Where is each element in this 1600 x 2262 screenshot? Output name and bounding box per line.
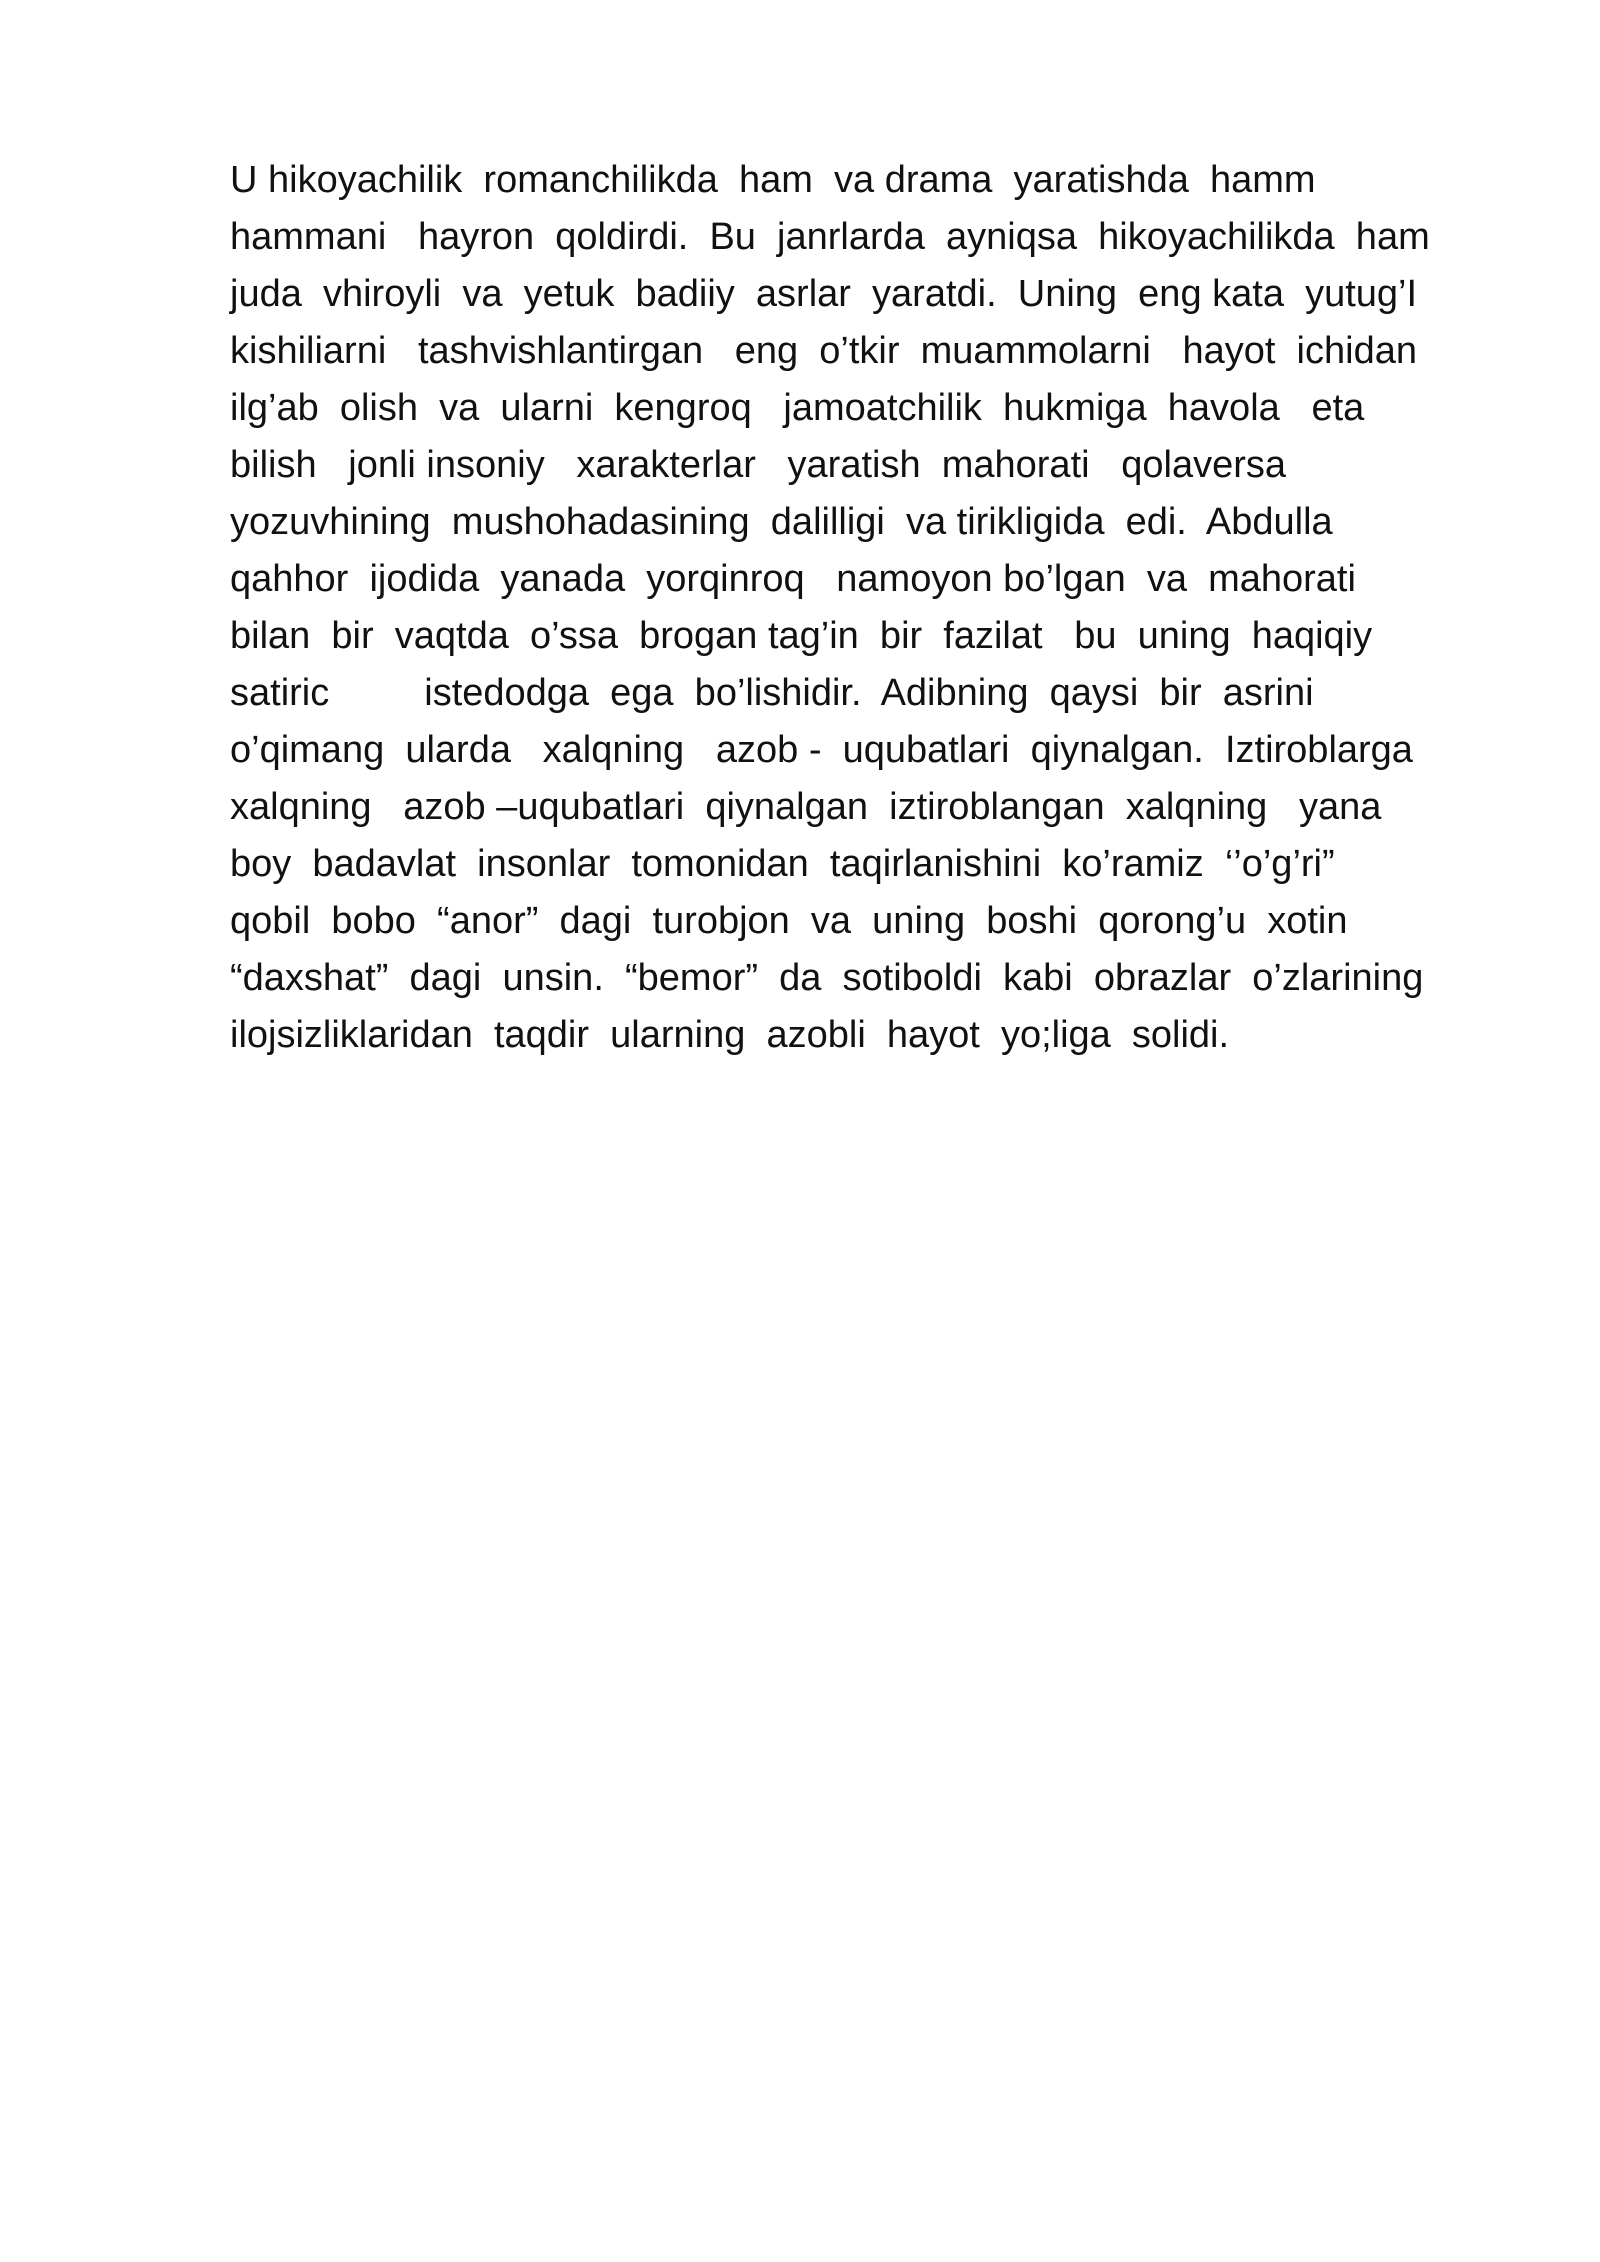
text-line-13: boy badavlat insonlar tomonidan taqirlanishini ko’ramiz ‘’o’g’ri”: [230, 843, 1335, 885]
text-line-8: qahhor ijodida yanada yorqinroq namoyon bo’lgan va mahorati: [230, 558, 1356, 600]
text-line-3: juda vhiroyli va yetuk badiiy asrlar yaratdi. Uning eng kata yutug’I: [230, 273, 1418, 315]
text-line-2: hammani hayron qoldirdi. Bu janrlarda ayniqsa hikoyachilikda ham: [230, 216, 1430, 258]
text-line-15: “daxshat” dagi unsin. “bemor” da sotiboldi kabi obrazlar o’zlarining: [230, 957, 1424, 999]
text-line-4: kishiliarni tashvishlantirgan eng o’tkir muammolarni hayot ichidan: [230, 330, 1417, 372]
text-line-5: ilg’ab olish va ularni kengroq jamoatchilik hukmiga havola eta: [230, 387, 1365, 429]
text-line-1: U hikoyachilik romanchilikda ham va drama yaratishda hamm: [230, 159, 1316, 201]
text-line-11: o’qimang ularda xalqning azob - uqubatlari qiynalgan. Iztiroblarga: [230, 729, 1413, 771]
text-line-14: qobil bobo “anor” dagi turobjon va uning boshi qorong’u xotin: [230, 900, 1348, 942]
text-line-12: xalqning azob –uqubatlari qiynalgan iztiroblangan xalqning yana: [230, 786, 1382, 828]
text-line-7: yozuvhining mushohadasining dalilligi va tirikligida edi. Abdulla: [230, 501, 1333, 543]
text-line-10: satiric istedodga ega bo’lishidir. Adibning qaysi bir asrini: [230, 672, 1314, 714]
text-line-16: ilojsizliklaridan taqdir ularning azobli hayot yo;liga solidi.: [230, 1014, 1230, 1056]
body-text: [230, 152, 1530, 1064]
text-line-9: bilan bir vaqtda o’ssa brogan tag’in bir fazilat bu uning haqiqiy: [230, 615, 1373, 657]
text-line-6: bilish jonli insoniy xarakterlar yaratish mahorati qolaversa: [230, 444, 1287, 486]
